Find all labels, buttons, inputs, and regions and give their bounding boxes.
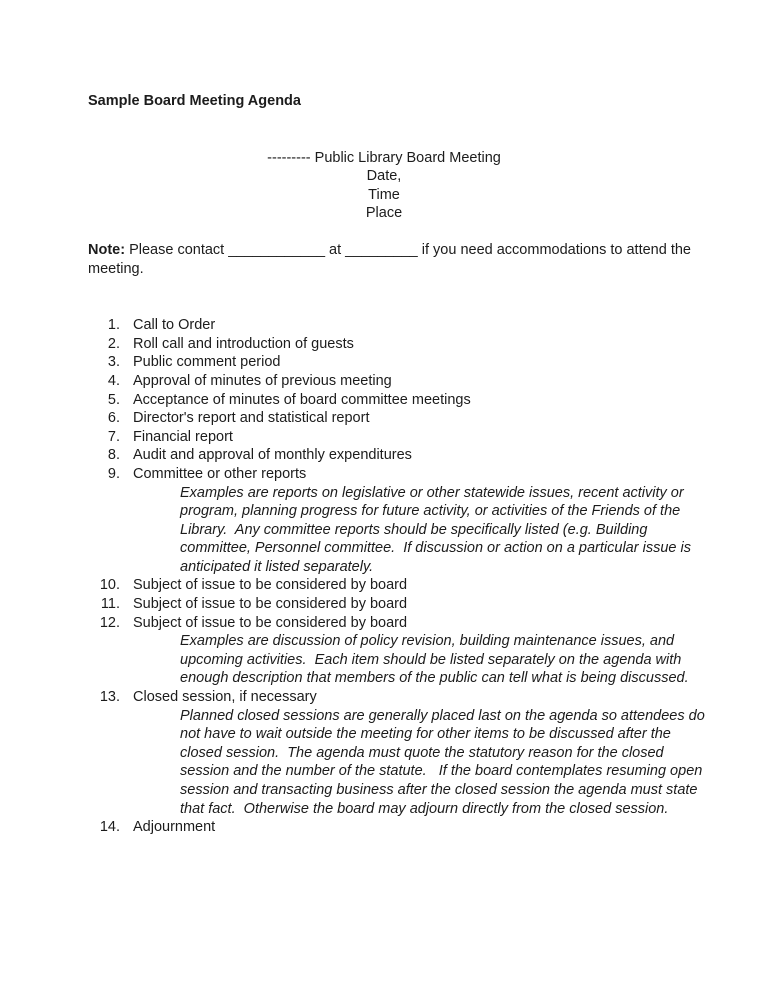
agenda-item-note-line: session and transacting business after the closed session the agenda must state bbox=[180, 782, 698, 798]
agenda-item-number: 6. bbox=[107, 410, 120, 427]
accommodations-note bbox=[88, 241, 691, 278]
agenda-item bbox=[88, 353, 680, 372]
agenda-item-text: Call to Order bbox=[133, 317, 216, 334]
agenda-item-text: Subject of issue to be considered by board bbox=[133, 614, 408, 631]
agenda-item-text: Financial report bbox=[133, 428, 233, 445]
agenda-item-note bbox=[180, 632, 689, 688]
agenda-item-note-line: program, planning progress for future activity, or activities of the Friends of the bbox=[180, 503, 681, 520]
agenda-item-note-line: not have to wait outside the meeting for other items to be discussed after the bbox=[180, 726, 671, 743]
agenda-item-number: 12. bbox=[99, 614, 120, 631]
agenda-item bbox=[88, 595, 680, 614]
note-line-1 bbox=[88, 241, 691, 260]
note-label: Note: bbox=[88, 241, 126, 258]
agenda-item-number: 4. bbox=[107, 372, 120, 389]
agenda-item-note-line: Examples are discussion of policy revision, building maintenance issues, and bbox=[180, 633, 675, 650]
agenda-item-text: Public comment period bbox=[133, 354, 281, 371]
agenda-item-text: Approval of minutes of previous meeting bbox=[133, 372, 392, 389]
agenda-item-text: Audit and approval of monthly expenditures bbox=[133, 447, 412, 464]
agenda-item-number: 14. bbox=[99, 819, 120, 836]
note-text: Please contact ____________ at _________ if you need accommodations to attend the bbox=[125, 241, 691, 258]
agenda-item bbox=[88, 576, 680, 595]
agenda-item-text: Subject of issue to be considered by board bbox=[133, 577, 408, 594]
agenda-list bbox=[88, 316, 705, 837]
agenda-item-note-line: enough description that members of the public can tell what is being discussed. bbox=[180, 670, 689, 687]
agenda-item bbox=[88, 614, 680, 633]
agenda-item-text: Adjournment bbox=[133, 819, 216, 836]
note-line-2: meeting. bbox=[88, 260, 144, 277]
agenda-item-text: Director's report and statistical report bbox=[133, 410, 370, 427]
agenda-item-note-line: committee, Personnel committee. If discussion or action on a particular issue is bbox=[180, 540, 691, 557]
meeting-header-date: Date, bbox=[366, 168, 402, 185]
meeting-header-time: Time bbox=[368, 186, 400, 203]
agenda-item bbox=[88, 465, 680, 484]
meeting-header-title: --------- Public Library Board Meeting bbox=[267, 149, 501, 166]
agenda-item-text: Subject of issue to be considered by board bbox=[133, 596, 408, 613]
agenda-item-note-line: Planned closed sessions are generally placed last on the agenda so attendees do bbox=[180, 707, 705, 724]
agenda-item-number: 11. bbox=[100, 596, 120, 613]
agenda-item-text: Committee or other reports bbox=[133, 465, 307, 482]
agenda-item bbox=[88, 688, 680, 707]
agenda-item-number: 7. bbox=[107, 428, 120, 445]
agenda-item-text: Roll call and introduction of guests bbox=[133, 335, 354, 352]
agenda-item-number: 10. bbox=[99, 577, 120, 594]
agenda-item-note-line: anticipated it listed separately. bbox=[180, 558, 374, 575]
agenda-item-number: 9. bbox=[107, 465, 120, 482]
agenda-item bbox=[88, 428, 680, 447]
agenda-item bbox=[88, 391, 680, 410]
agenda-item-number: 8. bbox=[107, 447, 120, 464]
agenda-item bbox=[88, 316, 680, 335]
agenda-item bbox=[88, 409, 680, 428]
agenda-item-number: 13. bbox=[99, 689, 120, 706]
agenda-item-note-line: upcoming activities. Each item should be listed separately on the agenda with bbox=[180, 651, 682, 668]
agenda-item-note bbox=[180, 707, 705, 819]
agenda-item-number: 2. bbox=[107, 335, 120, 352]
agenda-item-note-line: Library. Any committee reports should be specifically listed (e.g. Building bbox=[180, 521, 648, 538]
agenda-item-note-line: Examples are reports on legislative or other statewide issues, recent activity or bbox=[180, 484, 684, 501]
agenda-item-number: 1. bbox=[107, 317, 120, 334]
agenda-item-number: 3. bbox=[107, 354, 120, 371]
agenda-item-note-line: that fact. Otherwise the board may adjourn directly from the closed session. bbox=[180, 800, 669, 817]
agenda-item-number: 5. bbox=[107, 391, 120, 408]
meeting-header-place: Place bbox=[365, 205, 403, 222]
agenda-item-text: Closed session, if necessary bbox=[133, 689, 317, 706]
agenda-item-text: Acceptance of minutes of board committee meetings bbox=[133, 391, 471, 408]
agenda-item bbox=[88, 818, 680, 837]
agenda-item bbox=[88, 446, 680, 465]
meeting-header bbox=[88, 149, 680, 223]
agenda-item-note bbox=[180, 484, 691, 577]
document-title: Sample Board Meeting Agenda bbox=[88, 93, 301, 109]
agenda-item-note-line: closed session. The agenda must quote the statutory reason for the closed bbox=[180, 744, 664, 761]
agenda-item bbox=[88, 372, 680, 391]
agenda-item bbox=[88, 335, 680, 354]
agenda-item-note-line: session and the number of the statute. If the board contemplates resuming open bbox=[180, 763, 703, 780]
